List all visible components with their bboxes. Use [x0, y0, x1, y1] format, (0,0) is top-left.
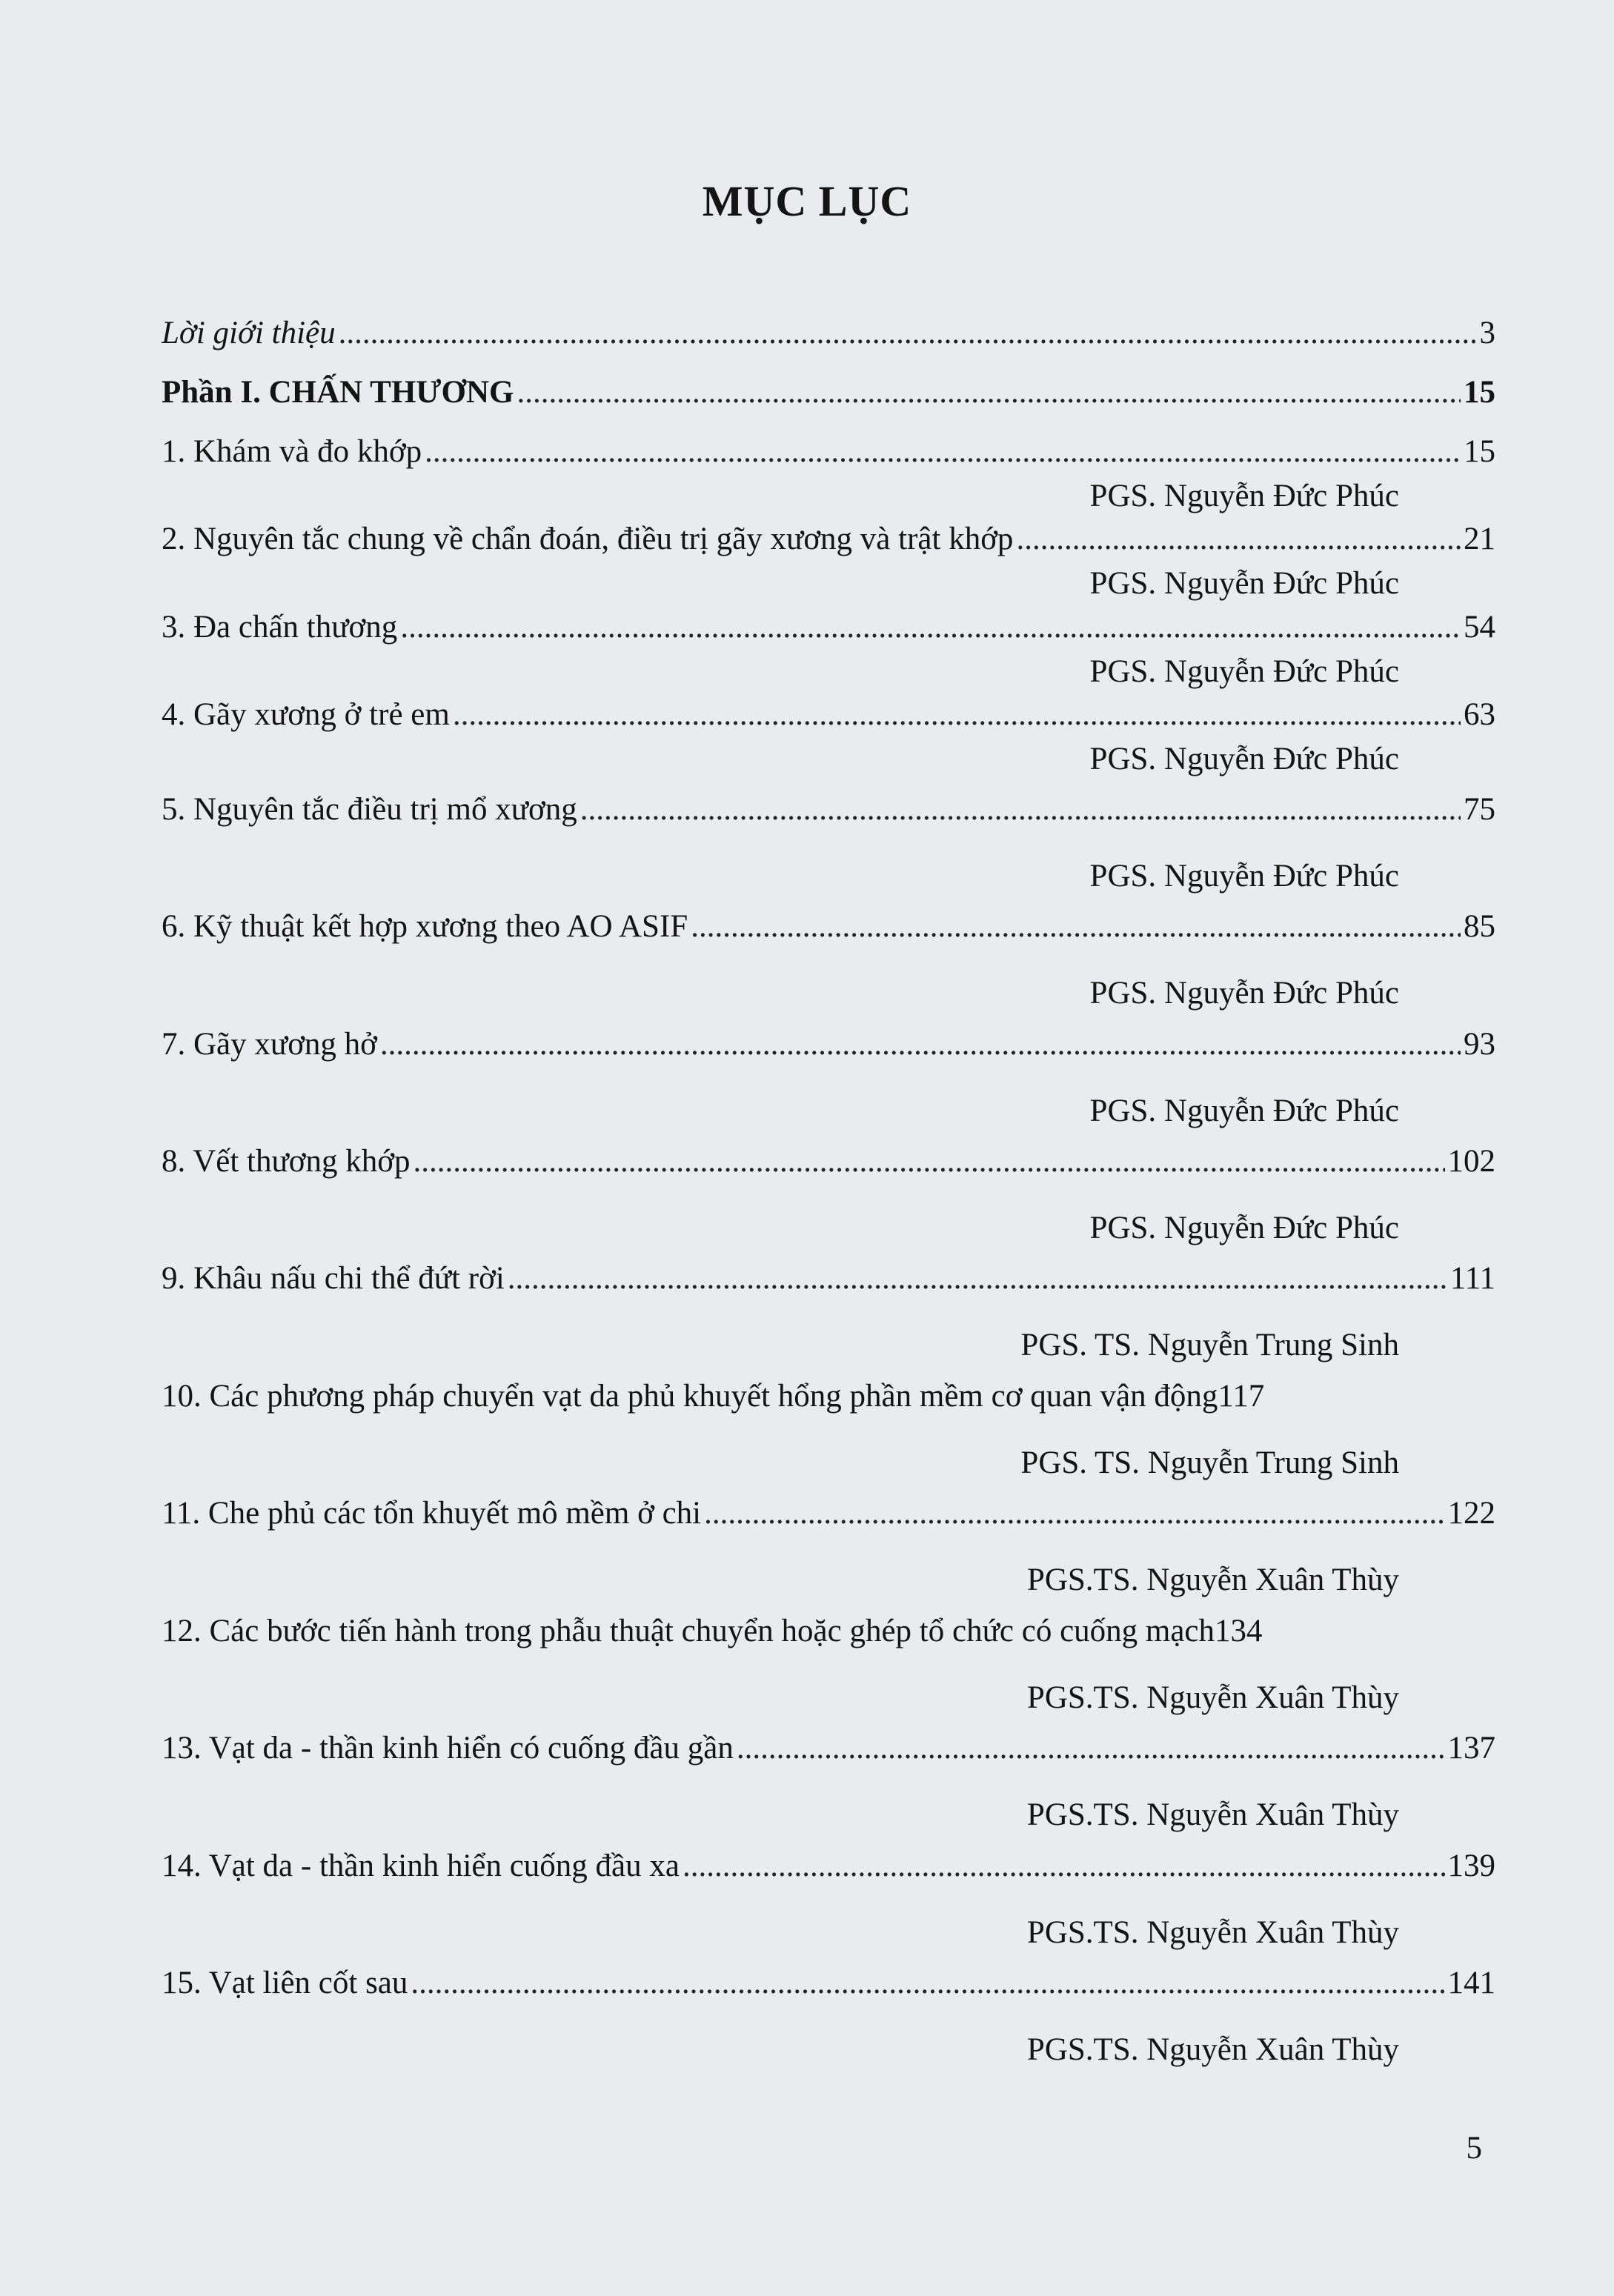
- toc-entry-author: PGS.TS. Nguyễn Xuân Thùy: [1026, 2032, 1399, 2067]
- toc-entry-title: 3. Đa chấn thương: [162, 610, 398, 645]
- dot-leader: [453, 696, 1461, 733]
- toc-entry-title: 7. Gãy xương hở: [162, 1027, 377, 1062]
- dot-leader: [414, 1143, 1445, 1179]
- toc-entry-title: 2. Nguyên tắc chung về chẩn đoán, điều trị gãy xương và trật khớp: [162, 522, 1014, 556]
- toc-entry-page: 111: [1449, 1261, 1495, 1296]
- toc-entry-author: PGS. Nguyễn Đức Phúc: [1089, 742, 1399, 776]
- toc-entry-author: PGS. Nguyễn Đức Phúc: [1089, 859, 1399, 894]
- toc-entry-author: PGS. TS. Nguyễn Trung Sinh: [1020, 1445, 1399, 1480]
- dot-leader: [691, 908, 1461, 945]
- toc-entry-title: 8. Vết thương khớp: [162, 1144, 411, 1179]
- toc-entry-author: PGS. Nguyễn Đức Phúc: [1089, 566, 1399, 601]
- toc-entry-title: 10. Các phương pháp chuyển vạt da phủ khuyết hổng phần mềm cơ quan vận động: [162, 1379, 1218, 1414]
- dot-leader: [517, 374, 1461, 410]
- toc-entry-page: 134: [1215, 1614, 1263, 1648]
- toc-entry[interactable]: [162, 1378, 1495, 1422]
- toc-entry-title: 5. Nguyên tắc điều trị mổ xương: [162, 792, 577, 827]
- dot-leader: [339, 315, 1477, 351]
- dot-leader: [425, 433, 1461, 470]
- toc-entry[interactable]: [162, 1965, 1495, 2009]
- toc-entry[interactable]: [162, 521, 1495, 565]
- dot-leader: [411, 1965, 1444, 2001]
- toc-part-heading[interactable]: [162, 374, 1495, 419]
- toc-entry-page: 122: [1447, 1496, 1495, 1531]
- toc-entry-title: 4. Gãy xương ở trẻ em: [162, 697, 450, 732]
- toc-entry-page: 93: [1464, 1027, 1495, 1062]
- toc-entry-page: 141: [1447, 1966, 1495, 2000]
- toc-entry-author: PGS. Nguyễn Đức Phúc: [1089, 1094, 1399, 1128]
- dot-leader: [508, 1260, 1447, 1297]
- toc-entry-page: 85: [1464, 909, 1495, 944]
- toc-entry-intro[interactable]: [162, 315, 1495, 359]
- toc-entry-title: Lời giới thiệu: [162, 316, 336, 350]
- toc-entry-title: 6. Kỹ thuật kết hợp xương theo AO ASIF: [162, 909, 688, 944]
- toc-entry[interactable]: [162, 791, 1495, 836]
- toc-entry[interactable]: [162, 433, 1495, 478]
- toc-entry[interactable]: [162, 1613, 1495, 1657]
- toc-entry-page: 139: [1447, 1849, 1495, 1883]
- dot-leader: [1016, 521, 1461, 557]
- dot-leader: [400, 609, 1461, 645]
- toc-entry-title: 9. Khâu nấu chi thể đứt rời: [162, 1261, 505, 1296]
- dot-leader: [380, 1026, 1461, 1062]
- page-number: 5: [1466, 2131, 1482, 2166]
- toc-entry[interactable]: [162, 1730, 1495, 1774]
- toc-entry-page: 102: [1447, 1144, 1495, 1179]
- toc-entry-author: PGS. TS. Nguyễn Trung Sinh: [1020, 1328, 1399, 1362]
- toc-entry[interactable]: [162, 1026, 1495, 1071]
- dot-leader: [704, 1495, 1444, 1531]
- toc-entry-author: PGS. Nguyễn Đức Phúc: [1089, 1211, 1399, 1245]
- toc-entry-page: 117: [1218, 1379, 1265, 1414]
- toc-entry-author: PGS.TS. Nguyễn Xuân Thùy: [1026, 1563, 1399, 1597]
- toc-entry-author: PGS. Nguyễn Đức Phúc: [1089, 976, 1399, 1011]
- toc-entry-author: PGS.TS. Nguyễn Xuân Thùy: [1026, 1680, 1399, 1715]
- toc-entry[interactable]: [162, 1495, 1495, 1540]
- toc-entry-page: 21: [1464, 522, 1495, 556]
- toc-entry-title: 15. Vạt liên cốt sau: [162, 1966, 408, 2000]
- toc-entry-title: 14. Vạt da - thần kinh hiển cuống đầu xa: [162, 1849, 680, 1883]
- toc-entry-page: 75: [1464, 792, 1495, 827]
- toc-entry-author: PGS. Nguyễn Đức Phúc: [1089, 479, 1399, 513]
- toc-entry-page: 137: [1447, 1731, 1495, 1766]
- toc-entry[interactable]: [162, 696, 1495, 741]
- toc-entry-author: PGS. Nguyễn Đức Phúc: [1089, 654, 1399, 689]
- page-title: MỤC LỤC: [702, 177, 912, 225]
- toc-entry[interactable]: [162, 1848, 1495, 1892]
- toc-entry[interactable]: [162, 1260, 1495, 1305]
- dot-leader: [580, 791, 1461, 828]
- toc-entry-author: PGS.TS. Nguyễn Xuân Thùy: [1026, 1797, 1399, 1832]
- toc-entry[interactable]: [162, 1143, 1495, 1188]
- toc-entry[interactable]: [162, 908, 1495, 953]
- toc-entry-title: 13. Vạt da - thần kinh hiển có cuống đầu gần: [162, 1731, 734, 1766]
- toc-entry-page: 15: [1464, 434, 1495, 469]
- toc-entry-page: 15: [1464, 375, 1495, 410]
- dot-leader: [737, 1730, 1445, 1766]
- toc-entry-author: PGS.TS. Nguyễn Xuân Thùy: [1026, 1915, 1399, 1950]
- toc-entry-page: 54: [1464, 610, 1495, 645]
- toc-entry[interactable]: [162, 609, 1495, 653]
- toc-entry-page: 3: [1479, 316, 1495, 350]
- toc-entry-page: 63: [1464, 697, 1495, 732]
- toc-entry-title: 12. Các bước tiến hành trong phẫu thuật chuyển hoặc ghép tổ chức có cuống mạch: [162, 1614, 1215, 1648]
- toc-entry-title: 11. Che phủ các tổn khuyết mô mềm ở chi: [162, 1496, 702, 1531]
- dot-leader: [683, 1848, 1445, 1884]
- toc-entry-title: 1. Khám và đo khớp: [162, 434, 422, 469]
- toc-entry-title: Phần I. CHẤN THƯƠNG: [162, 375, 514, 410]
